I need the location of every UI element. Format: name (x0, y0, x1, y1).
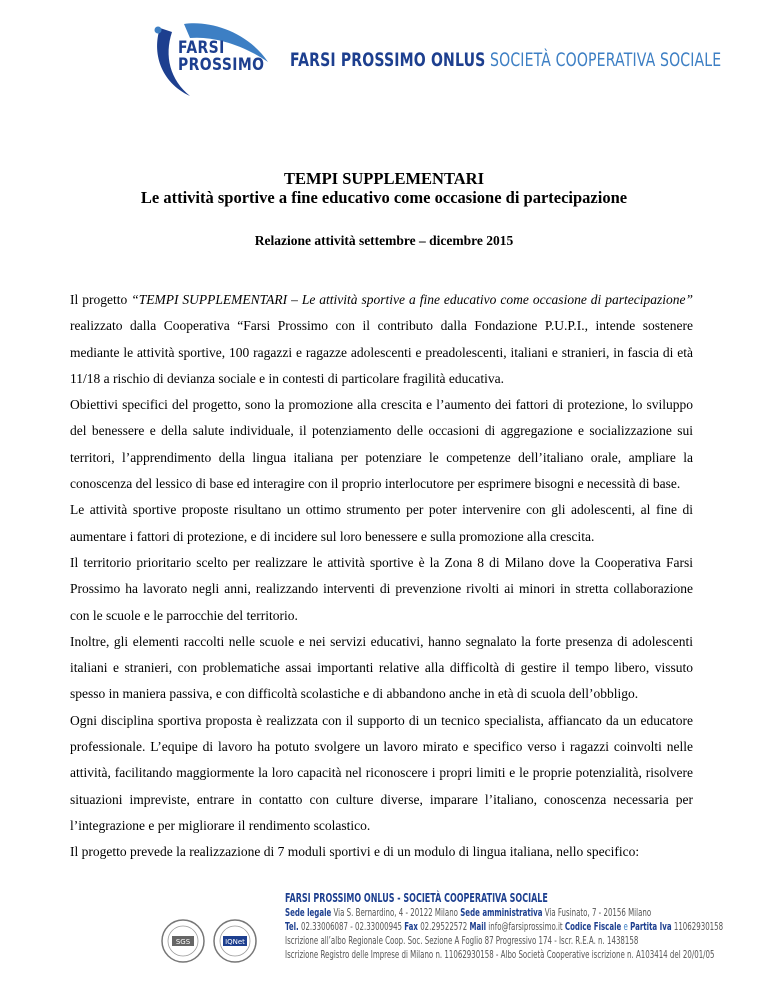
org-name: FARSI PROSSIMO ONLUS (290, 49, 486, 71)
footer-registro: Iscrizione Registro delle Imprese di Milano n. 11062930158 - Albo Società Cooperative iscrizione n. A103414 del 20/01/05 (285, 948, 715, 961)
intro-lead: Il progetto (70, 292, 132, 307)
cert2-label: IQNet (225, 938, 245, 946)
report-heading: Relazione attività settembre – dicembre 2015 (254, 233, 514, 248)
paragraph-modules: Il progetto prevede la realizzazione di 7 moduli sportivi e di un modulo di lingua italiana, nello specifico: (70, 844, 640, 860)
logo-line-1: FARSI (178, 38, 225, 58)
document-body (70, 287, 693, 866)
paragraph-objectives: Obiettivi specifici del progetto, sono la promozione alla crescita e l’aumento dei fattori di protezione, lo sviluppo del benessere e della salute individuale, il potenziamento delle occasioni di aggregazione e socializzazione sui territori, l’apprendimento della lingua italiana per potenziare le competenze dell’italiano orale, ampliare la conoscenza del lessico di base ed interagire con il proprio interlocutore per esprimere bisogni e necessità di base. (70, 397, 693, 492)
intro-paragraph (70, 287, 693, 392)
organization-name (290, 49, 721, 71)
paragraph-method: Ogni disciplina sportiva proposta è realizzata con il supporto di un tecnico specialista, affiancato da un educatore professionale. L’equipe di lavoro ha potuto svolgere un lavoro mirato e specifico verso i ragazzi coinvolti nelle attività, facilitando maggiormente la loro capacità nel riconoscere i propri limiti e le proprie potenzialità, risolvere situazioni impreviste, entrare in contatto con culture diverse, imparare l’italiano, conoscenza necessaria per l’integrazione e per migliorare il rendimento scolastico. (70, 712, 693, 833)
logo-line-2: PROSSIMO (178, 55, 265, 75)
footer-addresses: Sede legale Via S. Bernardino, 4 - 20122 Milano Sede amministrativa Via Fusinato, 7 - 20156 Milano (285, 906, 652, 919)
document-title: TEMPI SUPPLEMENTARI (284, 169, 484, 188)
cert1-label: SGS (175, 938, 191, 946)
letterhead (0, 0, 768, 110)
logo-wordmark (178, 40, 264, 74)
paragraph-context: Inoltre, gli elementi raccolti nelle scuole e nei servizi educativi, hanno segnalato la forte presenza di adolescenti italiani e stranieri, con problematiche assai importanti relative alla difficoltà di gestire il tempo libero, vissuto spesso in maniera passiva, e con difficoltà scolastiche e di abbandono anche in età di scuola dell’obbligo. (70, 633, 693, 702)
sgs-certification-seal-icon (160, 918, 206, 964)
document-subtitle: Le attività sportive a fine educativo come occasione di partecipazione (140, 188, 628, 207)
intro-rest: realizzato dalla Cooperativa “Farsi Prossimo con il contributo dalla Fondazione P.U.P.I., intende sostenere mediante le attività sportive, 100 ragazzi e ragazze adolescenti e preadolescenti, italiani e stranieri, in fascia di età 11/18 a rischio di devianza sociale e in contesti di particolare fragilità educativa. (70, 318, 693, 386)
org-type: SOCIETÀ COOPERATIVA SOCIALE (490, 49, 722, 71)
footer-contacts (285, 890, 755, 962)
footer-albo: Iscrizione all’albo Regionale Coop. Soc. Sezione A Foglio 87 Progressivo 174 - Iscr. R.E.A. n. 1438158 (285, 934, 639, 947)
footer-org: FARSI PROSSIMO ONLUS - SOCIETÀ COOPERATIVA SOCIALE (285, 890, 548, 905)
footer-contact-numbers: Tel. 02.33006087 - 02.33000945 Fax 02.29522572 Mail info@farsiprossimo.it Codice Fiscale e Partita Iva 11062930158 (285, 920, 724, 933)
iqnet-certification-seal-icon (212, 918, 258, 964)
paragraph-territory: Il territorio prioritario scelto per realizzare le attività sportive è la Zona 8 di Milano dove la Cooperativa Farsi Prossimo ha lavorato negli anni, realizzando interventi di prevenzione rivolti ai minori in stretta collaborazione con le scuole e le parrocchie del territorio. (70, 554, 693, 623)
project-name: “TEMPI SUPPLEMENTARI – Le attività sportive a fine educativo come occasione di partecipazione” (131, 292, 693, 307)
paragraph-activities: Le attività sportive proposte risultano un ottimo strumento per poter intervenire con gli adolescenti, al fine di aumentare i fattori di protezione, e di incidere sul loro benessere e sulla promozione alla crescita. (70, 502, 693, 544)
